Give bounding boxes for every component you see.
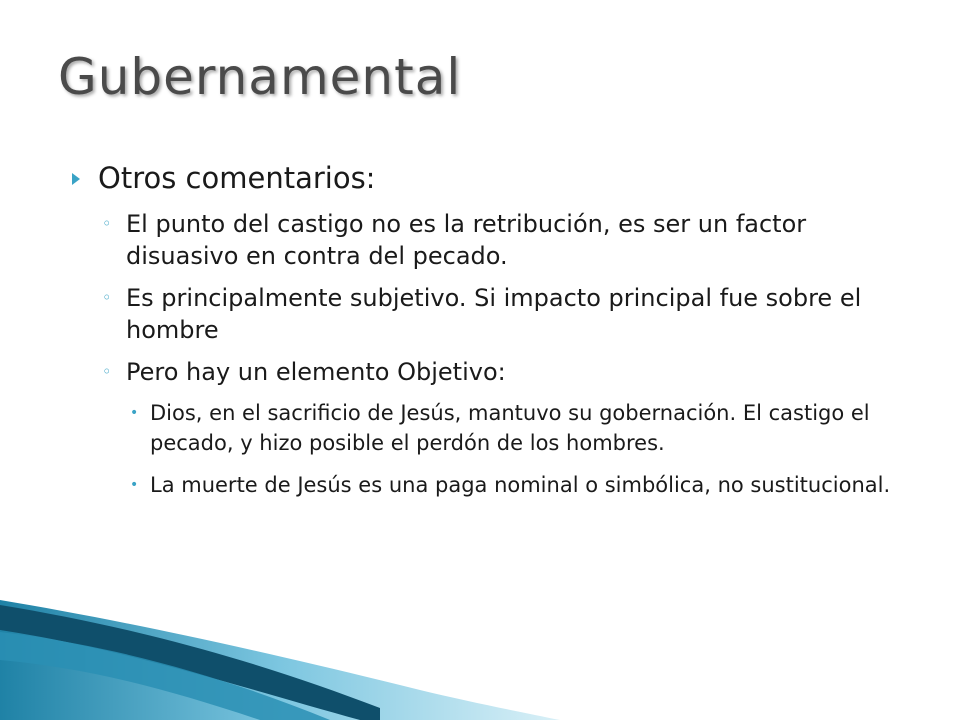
bullet-text: Dios, en el sacrificio de Jesús, mantuvo su gobernación. El castigo el pecado, y hizo posible el perdón de los hombres. — [150, 401, 870, 455]
dot-bullet-icon: • — [130, 477, 139, 493]
bullet-text: La muerte de Jesús es una paga nominal o simbólica, no sustitucional. — [150, 473, 891, 497]
circle-bullet-icon: ◦ — [102, 362, 112, 381]
bullet-text: Es principalmente subjetivo. Si impacto principal fue sobre el hombre — [126, 284, 862, 344]
bullet-text: Otros comentarios: — [98, 161, 376, 195]
bullet-text: El punto del castigo no es la retribución, es ser un factor disuasivo en contra del pecado. — [126, 210, 807, 270]
circle-bullet-icon: ◦ — [102, 288, 112, 307]
dot-bullet-icon: • — [130, 405, 139, 421]
slide-title: Gubernamental — [58, 48, 462, 106]
circle-bullet-icon: ◦ — [102, 214, 112, 233]
bullet-text: Pero hay un elemento Objetivo: — [126, 358, 506, 386]
